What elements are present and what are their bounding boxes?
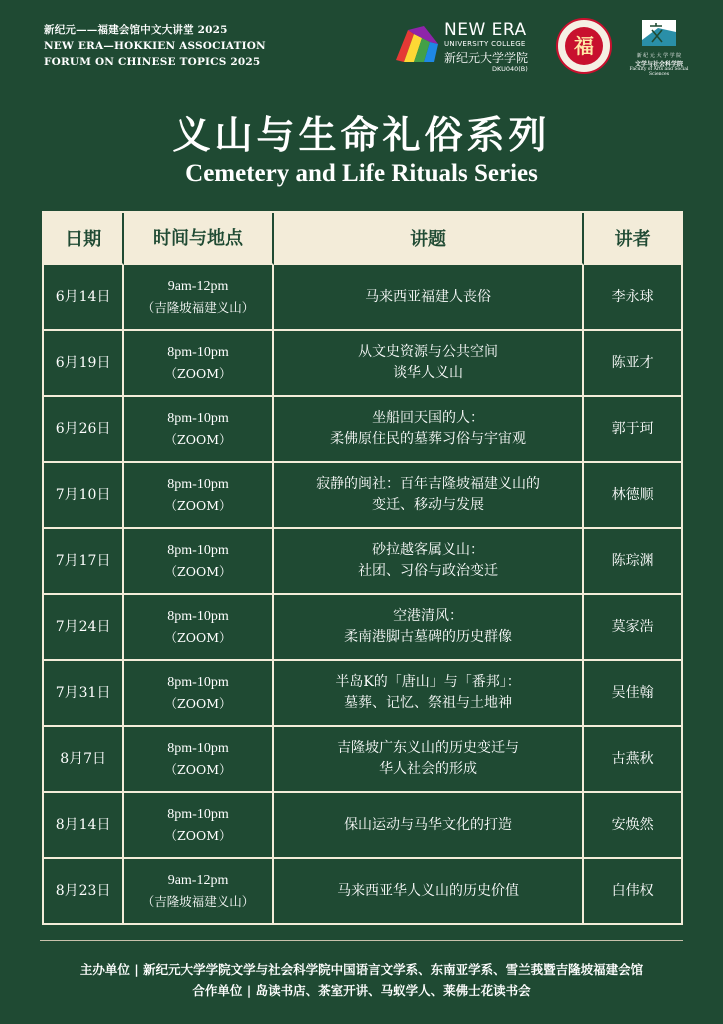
hokkien-seal-char: 福: [574, 34, 594, 58]
row-time-venue: [124, 529, 274, 595]
topic-line-2: 社团、习俗与政治变迁: [358, 563, 499, 579]
row-time-venue: [124, 793, 274, 859]
row-speaker: [584, 859, 681, 923]
topic-line-2: 华人社会的形成: [379, 761, 478, 777]
row-time-venue: [124, 397, 274, 463]
schedule-table: [42, 211, 683, 925]
row-speaker: [584, 661, 681, 727]
row-topic: [274, 397, 584, 463]
table-row: [44, 397, 681, 463]
row-date: [44, 463, 124, 529]
header-time-venue: 时间与地点: [124, 213, 274, 265]
row-topic: [274, 331, 584, 397]
row-topic: [274, 463, 584, 529]
series-title-english: Cemetery and Life Rituals Series: [185, 160, 538, 187]
topic-line-2: 谈华人义山: [393, 365, 464, 381]
speaker-text: 白伟权: [611, 882, 654, 899]
row-topic: [274, 529, 584, 595]
date-text: 7月10日: [55, 486, 111, 503]
speaker-text: 吴佳翰: [611, 684, 654, 701]
table-row: [44, 529, 681, 595]
date-text: 6月14日: [55, 288, 111, 305]
row-time-venue: [124, 265, 274, 331]
topic-line-2: 变迁、移动与发展: [372, 497, 485, 513]
speaker-text: 陈琮渊: [611, 552, 654, 569]
speaker-text: 古燕秋: [611, 750, 654, 767]
row-date: [44, 859, 124, 923]
speaker-text: 林德顺: [611, 486, 654, 503]
header-speaker: 讲者: [584, 213, 681, 265]
time-text: 8pm-10pm: [167, 345, 229, 360]
partners-line: 合作单位 | 岛读书店、茶室开讲、马蚁学人、莱佛士花读书会: [192, 983, 531, 998]
row-date: [44, 331, 124, 397]
venue-text: （ZOOM）: [164, 630, 232, 645]
topic-line-1: 从文史资源与公共空间: [358, 344, 499, 360]
venue-text: （ZOOM）: [164, 432, 232, 447]
table-row: [44, 265, 681, 331]
date-text: 7月24日: [55, 618, 111, 635]
date-text: 7月17日: [55, 552, 111, 569]
time-text: 9am-12pm: [167, 279, 229, 294]
topic-line-1: 马来西亚福建人丧俗: [365, 288, 492, 305]
table-header-row: [44, 213, 681, 265]
row-speaker: [584, 529, 681, 595]
row-time-venue: [124, 595, 274, 661]
venue-text: （ZOOM）: [164, 828, 232, 843]
topic-line-2: 柔佛原住民的墓葬习俗与宇宙观: [330, 431, 527, 447]
table-row: [44, 463, 681, 529]
venue-text: （吉隆坡福建义山）: [141, 300, 255, 315]
faculty-line-3: Faculty of Arts and Social Sciences: [629, 67, 689, 77]
row-time-venue: [124, 859, 274, 923]
new-era-registration-code: DKU040(B): [492, 65, 528, 73]
table-row: [44, 331, 681, 397]
date-text: 8月14日: [55, 816, 111, 833]
time-text: 8pm-10pm: [167, 675, 229, 690]
time-text: 8pm-10pm: [167, 543, 229, 558]
speaker-text: 郭于珂: [611, 420, 654, 437]
row-speaker: [584, 793, 681, 859]
row-date: [44, 727, 124, 793]
row-date: [44, 595, 124, 661]
header-topic: 讲题: [274, 213, 584, 265]
speaker-text: 安焕然: [611, 816, 654, 833]
venue-text: （吉隆坡福建义山）: [141, 894, 255, 909]
topic-line-2: 柔南港脚古墓碑的历史群像: [344, 629, 513, 645]
venue-text: （ZOOM）: [164, 498, 232, 513]
new-era-chinese-name: 新纪元大学学院: [444, 51, 529, 65]
row-time-venue: [124, 727, 274, 793]
row-speaker: [584, 397, 681, 463]
venue-text: （ZOOM）: [164, 762, 232, 777]
topic-line-1: 半岛K的「唐山」与「番邦」：: [335, 674, 521, 690]
series-title-chinese: 义山与生命礼俗系列: [172, 112, 551, 157]
row-speaker: [584, 463, 681, 529]
row-date: [44, 661, 124, 727]
row-date: [44, 265, 124, 331]
row-time-venue: [124, 661, 274, 727]
forum-name-english-2: FORUM ON CHINESE TOPICS 2025: [44, 56, 261, 68]
time-text: 9am-12pm: [167, 873, 229, 888]
time-text: 8pm-10pm: [167, 807, 229, 822]
faculty-line-2: 文学与社会科学院: [634, 61, 683, 68]
logo-bar: [390, 18, 690, 82]
date-text: 6月19日: [55, 354, 111, 371]
speaker-text: 莫家浩: [611, 618, 654, 635]
time-text: 8pm-10pm: [167, 477, 229, 492]
topic-line-1: 吉隆坡广东义山的历史变迁与: [337, 740, 520, 756]
forum-name-english-1: NEW ERA—HOKKIEN ASSOCIATION: [44, 40, 266, 52]
date-text: 8月23日: [55, 882, 111, 899]
row-speaker: [584, 331, 681, 397]
table-row: [44, 727, 681, 793]
row-time-venue: [124, 331, 274, 397]
topic-line-1: 空港清风：: [393, 608, 464, 624]
row-speaker: [584, 727, 681, 793]
new-era-title: NEW ERA: [444, 20, 527, 40]
new-era-emblem-icon: [394, 24, 440, 64]
topic-line-1: 马来西亚华人义山的历史价值: [337, 882, 520, 899]
table-row: [44, 661, 681, 727]
speaker-text: 李永球: [611, 288, 654, 305]
venue-text: （ZOOM）: [164, 366, 232, 381]
hokkien-association-logo: [556, 18, 612, 74]
venue-text: （ZOOM）: [164, 564, 232, 579]
topic-line-1: 砂拉越客属义山：: [372, 542, 485, 558]
new-era-logo: [390, 20, 550, 76]
time-text: 8pm-10pm: [167, 741, 229, 756]
time-text: 8pm-10pm: [167, 411, 229, 426]
venue-text: （ZOOM）: [164, 696, 232, 711]
new-era-subtitle: UNIVERSITY COLLEGE: [444, 40, 526, 48]
date-text: 7月31日: [55, 684, 111, 701]
faculty-emblem-icon: [628, 18, 690, 50]
faculty-line-1: 新 纪 元 大 学 学 院: [636, 53, 682, 59]
row-topic: [274, 727, 584, 793]
forum-name-chinese: 新纪元——福建会馆中文大讲堂 2025: [44, 24, 228, 36]
row-topic: [274, 859, 584, 923]
forum-header: [44, 22, 266, 70]
row-topic: [274, 793, 584, 859]
organizers-line: 主办单位 | 新纪元大学学院文学与社会科学院中国语言文学系、东南亚学系、雪兰莪暨吉隆坡福建会馆: [79, 962, 644, 977]
topic-line-1: 保山运动与马华文化的打造: [344, 816, 513, 833]
topic-line-2: 墓葬、记忆、祭祖与土地神: [344, 695, 513, 711]
row-date: [44, 793, 124, 859]
faculty-logo: [628, 18, 690, 78]
row-topic: [274, 595, 584, 661]
date-text: 8月7日: [60, 750, 107, 767]
row-time-venue: [124, 463, 274, 529]
table-row: [44, 793, 681, 859]
time-text: 8pm-10pm: [167, 609, 229, 624]
row-date: [44, 397, 124, 463]
table-row: [44, 595, 681, 661]
footer-divider: [40, 940, 683, 941]
row-speaker: [584, 595, 681, 661]
row-topic: [274, 661, 584, 727]
speaker-text: 陈亚才: [611, 354, 654, 371]
topic-line-1: 坐船回天国的人：: [372, 410, 485, 426]
table-row: [44, 859, 681, 923]
topic-line-1: 寂静的闽社：百年吉隆坡福建义山的: [316, 476, 541, 492]
header-date: 日期: [44, 213, 124, 265]
row-date: [44, 529, 124, 595]
row-speaker: [584, 265, 681, 331]
date-text: 6月26日: [55, 420, 111, 437]
row-topic: [274, 265, 584, 331]
